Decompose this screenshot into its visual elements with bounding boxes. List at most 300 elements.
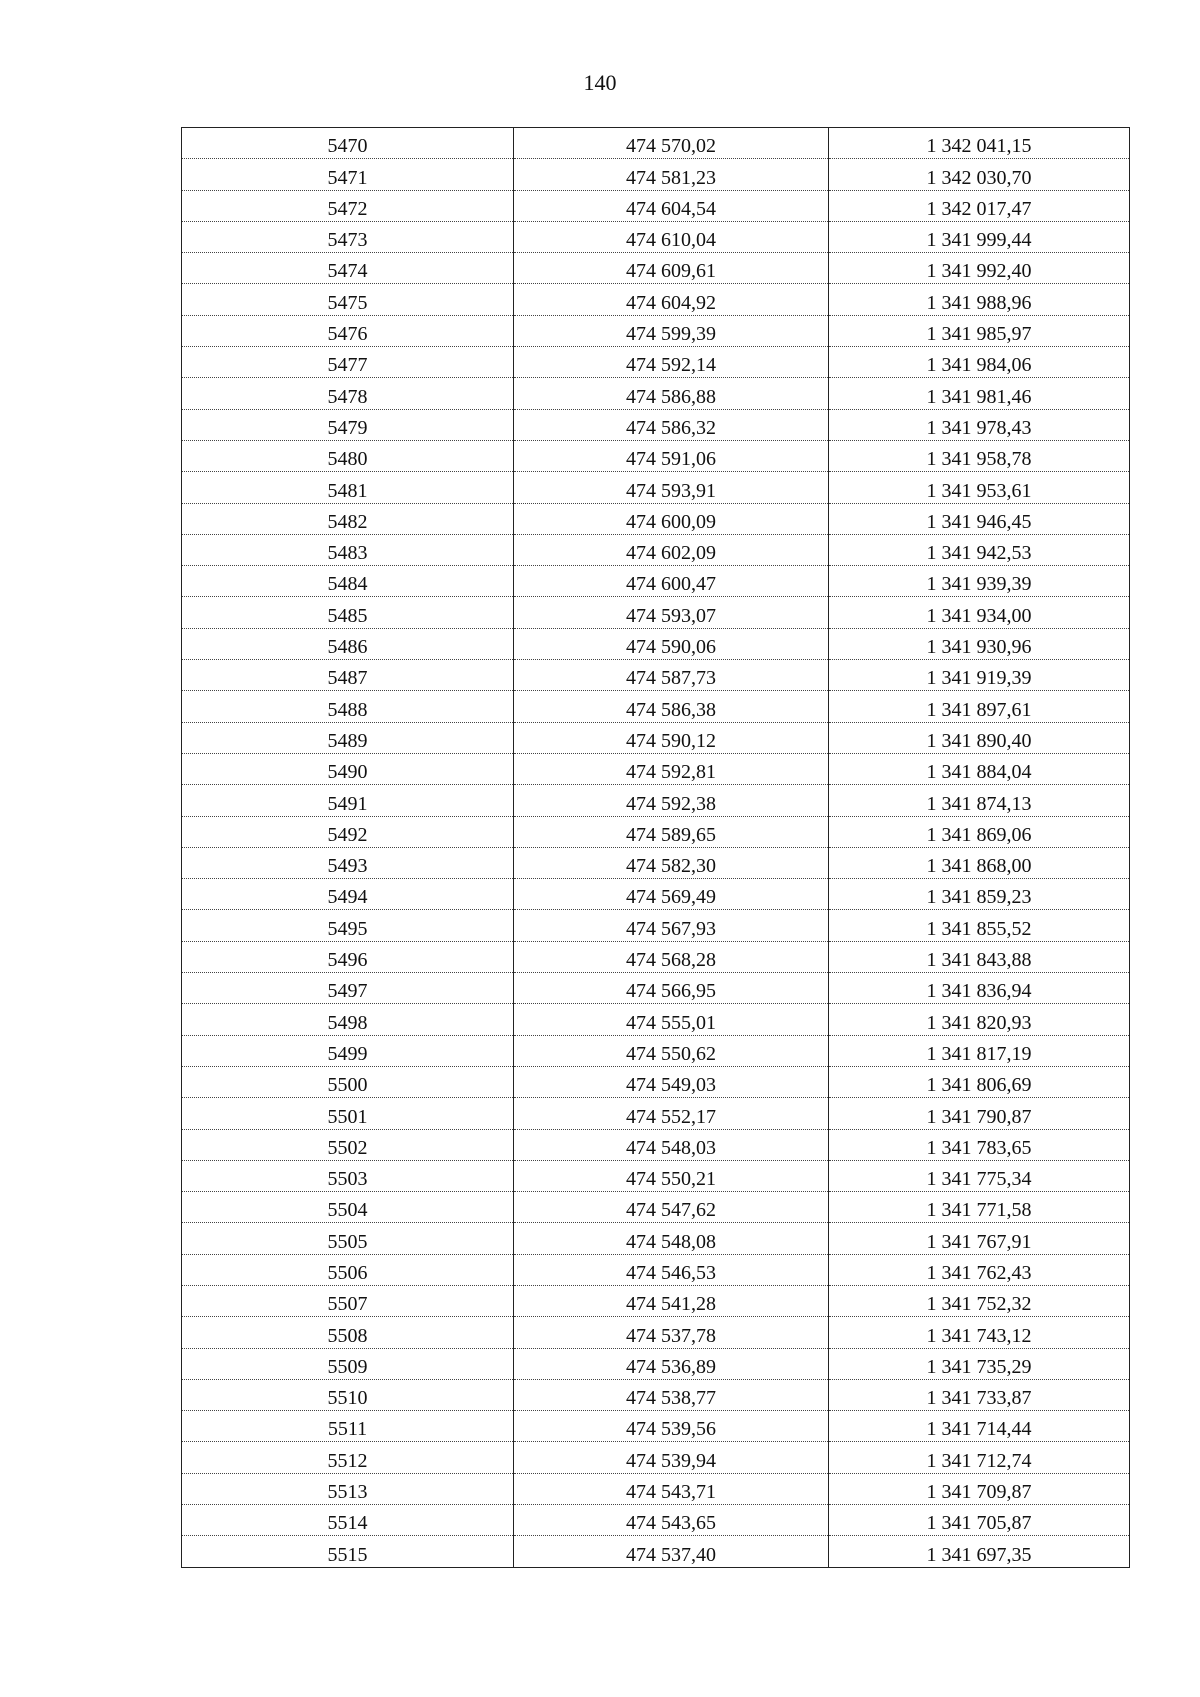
x-coordinate-cell bbox=[514, 722, 829, 753]
cell-text: 5472 bbox=[327, 197, 368, 220]
cell-text: 5488 bbox=[327, 698, 368, 721]
point-number-cell bbox=[182, 315, 514, 346]
y-coordinate-cell bbox=[829, 785, 1130, 816]
cell-text: 1 341 855,52 bbox=[926, 917, 1032, 940]
cell-text: 474 538,77 bbox=[626, 1387, 716, 1410]
table-row bbox=[182, 597, 1130, 628]
point-number-cell bbox=[182, 1473, 514, 1504]
table-row bbox=[182, 1536, 1130, 1567]
cell-text: 5478 bbox=[327, 385, 368, 408]
y-coordinate-cell bbox=[829, 1160, 1130, 1191]
cell-text: 5494 bbox=[327, 886, 368, 909]
point-number-cell bbox=[182, 910, 514, 941]
x-coordinate-cell bbox=[514, 534, 829, 565]
cell-text: 1 341 859,23 bbox=[926, 886, 1032, 909]
table-row bbox=[182, 1129, 1130, 1160]
x-coordinate-cell bbox=[514, 1254, 829, 1285]
point-number-cell bbox=[182, 1223, 514, 1254]
x-coordinate-cell bbox=[514, 1035, 829, 1066]
y-coordinate-cell bbox=[829, 1505, 1130, 1536]
cell-text: 474 546,53 bbox=[626, 1261, 716, 1284]
point-number-cell bbox=[182, 1035, 514, 1066]
y-coordinate-cell bbox=[829, 253, 1130, 284]
y-coordinate-cell bbox=[829, 816, 1130, 847]
point-number-cell bbox=[182, 190, 514, 221]
point-number-cell bbox=[182, 378, 514, 409]
cell-text: 5480 bbox=[327, 448, 368, 471]
x-coordinate-cell bbox=[514, 1473, 829, 1504]
x-coordinate-cell bbox=[514, 1411, 829, 1442]
cell-text: 5486 bbox=[327, 636, 368, 659]
coordinates-table-body bbox=[182, 128, 1130, 1568]
y-coordinate-cell bbox=[829, 910, 1130, 941]
cell-text: 1 341 930,96 bbox=[926, 636, 1032, 659]
x-coordinate-cell bbox=[514, 941, 829, 972]
table-row bbox=[182, 1223, 1130, 1254]
cell-text: 1 341 817,19 bbox=[926, 1042, 1032, 1065]
cell-text: 474 600,09 bbox=[626, 510, 716, 533]
cell-text: 1 341 762,43 bbox=[926, 1261, 1032, 1284]
cell-text: 474 592,81 bbox=[626, 761, 716, 784]
y-coordinate-cell bbox=[829, 1285, 1130, 1316]
cell-text: 5487 bbox=[327, 667, 368, 690]
cell-text: 474 537,78 bbox=[626, 1324, 716, 1347]
cell-text: 1 341 939,39 bbox=[926, 573, 1032, 596]
y-coordinate-cell bbox=[829, 1254, 1130, 1285]
cell-text: 474 550,21 bbox=[626, 1168, 716, 1191]
point-number-cell bbox=[182, 785, 514, 816]
x-coordinate-cell bbox=[514, 1160, 829, 1191]
table-row bbox=[182, 1098, 1130, 1129]
cell-text: 5502 bbox=[327, 1136, 368, 1159]
point-number-cell bbox=[182, 1098, 514, 1129]
point-number-cell bbox=[182, 440, 514, 471]
x-coordinate-cell bbox=[514, 628, 829, 659]
page-number: 140 bbox=[583, 70, 617, 95]
cell-text: 1 341 869,06 bbox=[926, 823, 1032, 846]
cell-text: 474 582,30 bbox=[626, 855, 716, 878]
cell-text: 1 341 697,35 bbox=[926, 1543, 1032, 1566]
cell-text: 474 552,17 bbox=[626, 1105, 716, 1128]
cell-text: 1 341 836,94 bbox=[926, 980, 1032, 1003]
cell-text: 5483 bbox=[327, 542, 368, 565]
x-coordinate-cell bbox=[514, 566, 829, 597]
y-coordinate-cell bbox=[829, 1411, 1130, 1442]
x-coordinate-cell bbox=[514, 847, 829, 878]
x-coordinate-cell bbox=[514, 1129, 829, 1160]
point-number-cell bbox=[182, 1505, 514, 1536]
cell-text: 474 600,47 bbox=[626, 573, 716, 596]
table-row bbox=[182, 534, 1130, 565]
x-coordinate-cell bbox=[514, 1348, 829, 1379]
x-coordinate-cell bbox=[514, 159, 829, 190]
cell-text: 474 604,54 bbox=[626, 197, 716, 220]
cell-text: 1 341 958,78 bbox=[926, 448, 1032, 471]
y-coordinate-cell bbox=[829, 315, 1130, 346]
point-number-cell bbox=[182, 1411, 514, 1442]
point-number-cell bbox=[182, 409, 514, 440]
x-coordinate-cell bbox=[514, 1285, 829, 1316]
cell-text: 1 341 790,87 bbox=[926, 1105, 1032, 1128]
y-coordinate-cell bbox=[829, 378, 1130, 409]
cell-text: 5498 bbox=[327, 1011, 368, 1034]
table-row bbox=[182, 190, 1130, 221]
y-coordinate-cell bbox=[829, 847, 1130, 878]
point-number-cell bbox=[182, 753, 514, 784]
cell-text: 474 581,23 bbox=[626, 166, 716, 189]
cell-text: 5509 bbox=[327, 1355, 368, 1378]
x-coordinate-cell bbox=[514, 1004, 829, 1035]
cell-text: 1 341 934,00 bbox=[926, 604, 1032, 627]
table-row bbox=[182, 159, 1130, 190]
y-coordinate-cell bbox=[829, 628, 1130, 659]
cell-text: 474 569,49 bbox=[626, 886, 716, 909]
point-number-cell bbox=[182, 1004, 514, 1035]
x-coordinate-cell bbox=[514, 190, 829, 221]
table-row bbox=[182, 910, 1130, 941]
cell-text: 5492 bbox=[327, 823, 368, 846]
cell-text: 5481 bbox=[327, 479, 368, 502]
cell-text: 1 341 820,93 bbox=[926, 1011, 1032, 1034]
table-row bbox=[182, 1379, 1130, 1410]
point-number-cell bbox=[182, 691, 514, 722]
y-coordinate-cell bbox=[829, 1192, 1130, 1223]
x-coordinate-cell bbox=[514, 315, 829, 346]
cell-text: 5489 bbox=[327, 729, 368, 752]
table-row bbox=[182, 409, 1130, 440]
x-coordinate-cell bbox=[514, 1192, 829, 1223]
y-coordinate-cell bbox=[829, 190, 1130, 221]
table-row bbox=[182, 472, 1130, 503]
point-number-cell bbox=[182, 1379, 514, 1410]
coordinates-table bbox=[181, 127, 1130, 1568]
cell-text: 5473 bbox=[327, 229, 368, 252]
table-row bbox=[182, 816, 1130, 847]
y-coordinate-cell bbox=[829, 1473, 1130, 1504]
x-coordinate-cell bbox=[514, 347, 829, 378]
point-number-cell bbox=[182, 284, 514, 315]
cell-text: 1 341 733,87 bbox=[926, 1387, 1032, 1410]
point-number-cell bbox=[182, 973, 514, 1004]
cell-text: 474 592,38 bbox=[626, 792, 716, 815]
x-coordinate-cell bbox=[514, 472, 829, 503]
y-coordinate-cell bbox=[829, 440, 1130, 471]
cell-text: 474 609,61 bbox=[626, 260, 716, 283]
table-row bbox=[182, 941, 1130, 972]
cell-text: 474 586,32 bbox=[626, 416, 716, 439]
cell-text: 5511 bbox=[327, 1418, 368, 1441]
cell-text: 474 548,08 bbox=[626, 1230, 716, 1253]
y-coordinate-cell bbox=[829, 660, 1130, 691]
cell-text: 474 593,07 bbox=[626, 604, 716, 627]
x-coordinate-cell bbox=[514, 973, 829, 1004]
cell-text: 5496 bbox=[327, 949, 368, 972]
y-coordinate-cell bbox=[829, 597, 1130, 628]
cell-text: 1 341 984,06 bbox=[926, 354, 1032, 377]
table-row bbox=[182, 691, 1130, 722]
cell-text: 1 341 771,58 bbox=[926, 1199, 1032, 1222]
x-coordinate-cell bbox=[514, 253, 829, 284]
y-coordinate-cell bbox=[829, 691, 1130, 722]
y-coordinate-cell bbox=[829, 1098, 1130, 1129]
point-number-cell bbox=[182, 253, 514, 284]
point-number-cell bbox=[182, 1285, 514, 1316]
point-number-cell bbox=[182, 660, 514, 691]
cell-text: 5513 bbox=[327, 1481, 368, 1504]
cell-text: 1 341 999,44 bbox=[926, 229, 1032, 252]
x-coordinate-cell bbox=[514, 879, 829, 910]
point-number-cell bbox=[182, 566, 514, 597]
y-coordinate-cell bbox=[829, 1442, 1130, 1473]
x-coordinate-cell bbox=[514, 1442, 829, 1473]
table-row bbox=[182, 566, 1130, 597]
table-row bbox=[182, 753, 1130, 784]
point-number-cell bbox=[182, 1536, 514, 1567]
x-coordinate-cell bbox=[514, 128, 829, 159]
x-coordinate-cell bbox=[514, 1505, 829, 1536]
table-row bbox=[182, 847, 1130, 878]
cell-text: 474 555,01 bbox=[626, 1011, 716, 1034]
table-row bbox=[182, 1285, 1130, 1316]
y-coordinate-cell bbox=[829, 1536, 1130, 1567]
cell-text: 1 341 988,96 bbox=[926, 291, 1032, 314]
table-row bbox=[182, 1317, 1130, 1348]
cell-text: 474 549,03 bbox=[626, 1074, 716, 1097]
table-row bbox=[182, 378, 1130, 409]
x-coordinate-cell bbox=[514, 785, 829, 816]
point-number-cell bbox=[182, 847, 514, 878]
table-row bbox=[182, 284, 1130, 315]
x-coordinate-cell bbox=[514, 597, 829, 628]
y-coordinate-cell bbox=[829, 722, 1130, 753]
table-row bbox=[182, 1004, 1130, 1035]
table-row bbox=[182, 1035, 1130, 1066]
table-row bbox=[182, 1254, 1130, 1285]
cell-text: 1 342 017,47 bbox=[926, 197, 1032, 220]
x-coordinate-cell bbox=[514, 660, 829, 691]
x-coordinate-cell bbox=[514, 1317, 829, 1348]
table-row bbox=[182, 315, 1130, 346]
cell-text: 5495 bbox=[327, 917, 368, 940]
table-row bbox=[182, 1066, 1130, 1097]
x-coordinate-cell bbox=[514, 1536, 829, 1567]
y-coordinate-cell bbox=[829, 1317, 1130, 1348]
cell-text: 1 341 890,40 bbox=[926, 729, 1032, 752]
cell-text: 1 341 946,45 bbox=[926, 510, 1032, 533]
cell-text: 1 341 767,91 bbox=[926, 1230, 1032, 1253]
cell-text: 1 341 953,61 bbox=[926, 479, 1032, 502]
cell-text: 474 587,73 bbox=[626, 667, 716, 690]
table-row bbox=[182, 503, 1130, 534]
cell-text: 1 341 752,32 bbox=[926, 1293, 1032, 1316]
y-coordinate-cell bbox=[829, 503, 1130, 534]
cell-text: 5512 bbox=[327, 1449, 368, 1472]
y-coordinate-cell bbox=[829, 221, 1130, 252]
cell-text: 5493 bbox=[327, 855, 368, 878]
table-row bbox=[182, 253, 1130, 284]
cell-text: 5504 bbox=[327, 1199, 368, 1222]
cell-text: 1 342 030,70 bbox=[926, 166, 1032, 189]
cell-text: 474 599,39 bbox=[626, 323, 716, 346]
x-coordinate-cell bbox=[514, 284, 829, 315]
x-coordinate-cell bbox=[514, 503, 829, 534]
cell-text: 474 550,62 bbox=[626, 1042, 716, 1065]
cell-text: 474 593,91 bbox=[626, 479, 716, 502]
x-coordinate-cell bbox=[514, 409, 829, 440]
cell-text: 5499 bbox=[327, 1042, 368, 1065]
cell-text: 1 341 919,39 bbox=[926, 667, 1032, 690]
point-number-cell bbox=[182, 1129, 514, 1160]
cell-text: 474 543,65 bbox=[626, 1512, 716, 1535]
cell-text: 5501 bbox=[327, 1105, 368, 1128]
table-row bbox=[182, 973, 1130, 1004]
cell-text: 474 602,09 bbox=[626, 542, 716, 565]
cell-text: 5471 bbox=[327, 166, 368, 189]
x-coordinate-cell bbox=[514, 440, 829, 471]
table-row bbox=[182, 1505, 1130, 1536]
cell-text: 1 341 714,44 bbox=[926, 1418, 1032, 1441]
point-number-cell bbox=[182, 597, 514, 628]
cell-text: 1 341 985,97 bbox=[926, 323, 1032, 346]
cell-text: 474 604,92 bbox=[626, 291, 716, 314]
table-row bbox=[182, 628, 1130, 659]
cell-text: 474 590,12 bbox=[626, 729, 716, 752]
cell-text: 5490 bbox=[327, 761, 368, 784]
point-number-cell bbox=[182, 503, 514, 534]
table-row bbox=[182, 879, 1130, 910]
x-coordinate-cell bbox=[514, 691, 829, 722]
table-row bbox=[182, 221, 1130, 252]
cell-text: 474 586,88 bbox=[626, 385, 716, 408]
cell-text: 474 539,94 bbox=[626, 1449, 716, 1472]
table-row bbox=[182, 347, 1130, 378]
table-row bbox=[182, 1442, 1130, 1473]
cell-text: 5475 bbox=[327, 291, 368, 314]
x-coordinate-cell bbox=[514, 1379, 829, 1410]
y-coordinate-cell bbox=[829, 1129, 1130, 1160]
y-coordinate-cell bbox=[829, 1379, 1130, 1410]
cell-text: 474 592,14 bbox=[626, 354, 716, 377]
point-number-cell bbox=[182, 1348, 514, 1379]
cell-text: 474 567,93 bbox=[626, 917, 716, 940]
y-coordinate-cell bbox=[829, 1348, 1130, 1379]
table-row bbox=[182, 440, 1130, 471]
cell-text: 5515 bbox=[327, 1543, 368, 1566]
x-coordinate-cell bbox=[514, 1223, 829, 1254]
cell-text: 1 341 775,34 bbox=[926, 1168, 1032, 1191]
cell-text: 5477 bbox=[327, 354, 368, 377]
cell-text: 1 341 806,69 bbox=[926, 1074, 1032, 1097]
cell-text: 1 341 712,74 bbox=[926, 1449, 1032, 1472]
cell-text: 474 566,95 bbox=[626, 980, 716, 1003]
cell-text: 1 341 884,04 bbox=[926, 761, 1032, 784]
table-row bbox=[182, 1348, 1130, 1379]
y-coordinate-cell bbox=[829, 973, 1130, 1004]
x-coordinate-cell bbox=[514, 1066, 829, 1097]
y-coordinate-cell bbox=[829, 284, 1130, 315]
point-number-cell bbox=[182, 221, 514, 252]
x-coordinate-cell bbox=[514, 221, 829, 252]
x-coordinate-cell bbox=[514, 910, 829, 941]
y-coordinate-cell bbox=[829, 753, 1130, 784]
table-row bbox=[182, 1473, 1130, 1504]
x-coordinate-cell bbox=[514, 378, 829, 409]
y-coordinate-cell bbox=[829, 159, 1130, 190]
point-number-cell bbox=[182, 1442, 514, 1473]
table-row bbox=[182, 128, 1130, 159]
cell-text: 5506 bbox=[327, 1261, 368, 1284]
y-coordinate-cell bbox=[829, 1035, 1130, 1066]
y-coordinate-cell bbox=[829, 941, 1130, 972]
y-coordinate-cell bbox=[829, 566, 1130, 597]
cell-text: 5505 bbox=[327, 1230, 368, 1253]
cell-text: 5485 bbox=[327, 604, 368, 627]
cell-text: 1 341 897,61 bbox=[926, 698, 1032, 721]
cell-text: 5479 bbox=[327, 416, 368, 439]
y-coordinate-cell bbox=[829, 1223, 1130, 1254]
cell-text: 474 610,04 bbox=[626, 229, 716, 252]
table-row bbox=[182, 722, 1130, 753]
y-coordinate-cell bbox=[829, 1066, 1130, 1097]
cell-text: 474 591,06 bbox=[626, 448, 716, 471]
cell-text: 474 590,06 bbox=[626, 636, 716, 659]
table-row bbox=[182, 1411, 1130, 1442]
y-coordinate-cell bbox=[829, 409, 1130, 440]
cell-text: 5470 bbox=[327, 135, 368, 158]
cell-text: 1 341 942,53 bbox=[926, 542, 1032, 565]
point-number-cell bbox=[182, 879, 514, 910]
cell-text: 474 586,38 bbox=[626, 698, 716, 721]
cell-text: 5514 bbox=[327, 1512, 368, 1535]
cell-text: 474 589,65 bbox=[626, 823, 716, 846]
cell-text: 474 568,28 bbox=[626, 949, 716, 972]
table-row bbox=[182, 1192, 1130, 1223]
point-number-cell bbox=[182, 1066, 514, 1097]
x-coordinate-cell bbox=[514, 816, 829, 847]
cell-text: 1 341 709,87 bbox=[926, 1481, 1032, 1504]
point-number-cell bbox=[182, 1192, 514, 1223]
point-number-cell bbox=[182, 1317, 514, 1348]
cell-text: 1 341 978,43 bbox=[926, 416, 1032, 439]
cell-text: 5484 bbox=[327, 573, 368, 596]
point-number-cell bbox=[182, 534, 514, 565]
cell-text: 5508 bbox=[327, 1324, 368, 1347]
cell-text: 474 547,62 bbox=[626, 1199, 716, 1222]
cell-text: 1 341 783,65 bbox=[926, 1136, 1032, 1159]
point-number-cell bbox=[182, 1254, 514, 1285]
cell-text: 5507 bbox=[327, 1293, 368, 1316]
y-coordinate-cell bbox=[829, 128, 1130, 159]
cell-text: 1 341 868,00 bbox=[926, 855, 1032, 878]
cell-text: 474 537,40 bbox=[626, 1543, 716, 1566]
point-number-cell bbox=[182, 128, 514, 159]
cell-text: 474 543,71 bbox=[626, 1481, 716, 1504]
y-coordinate-cell bbox=[829, 879, 1130, 910]
cell-text: 5503 bbox=[327, 1168, 368, 1191]
cell-text: 1 341 843,88 bbox=[926, 949, 1032, 972]
cell-text: 1 341 874,13 bbox=[926, 792, 1032, 815]
table-row bbox=[182, 1160, 1130, 1191]
cell-text: 474 536,89 bbox=[626, 1355, 716, 1378]
cell-text: 1 341 743,12 bbox=[926, 1324, 1032, 1347]
x-coordinate-cell bbox=[514, 1098, 829, 1129]
cell-text: 1 342 041,15 bbox=[926, 135, 1032, 158]
point-number-cell bbox=[182, 1160, 514, 1191]
y-coordinate-cell bbox=[829, 347, 1130, 378]
x-coordinate-cell bbox=[514, 753, 829, 784]
y-coordinate-cell bbox=[829, 534, 1130, 565]
cell-text: 1 341 705,87 bbox=[926, 1512, 1032, 1535]
